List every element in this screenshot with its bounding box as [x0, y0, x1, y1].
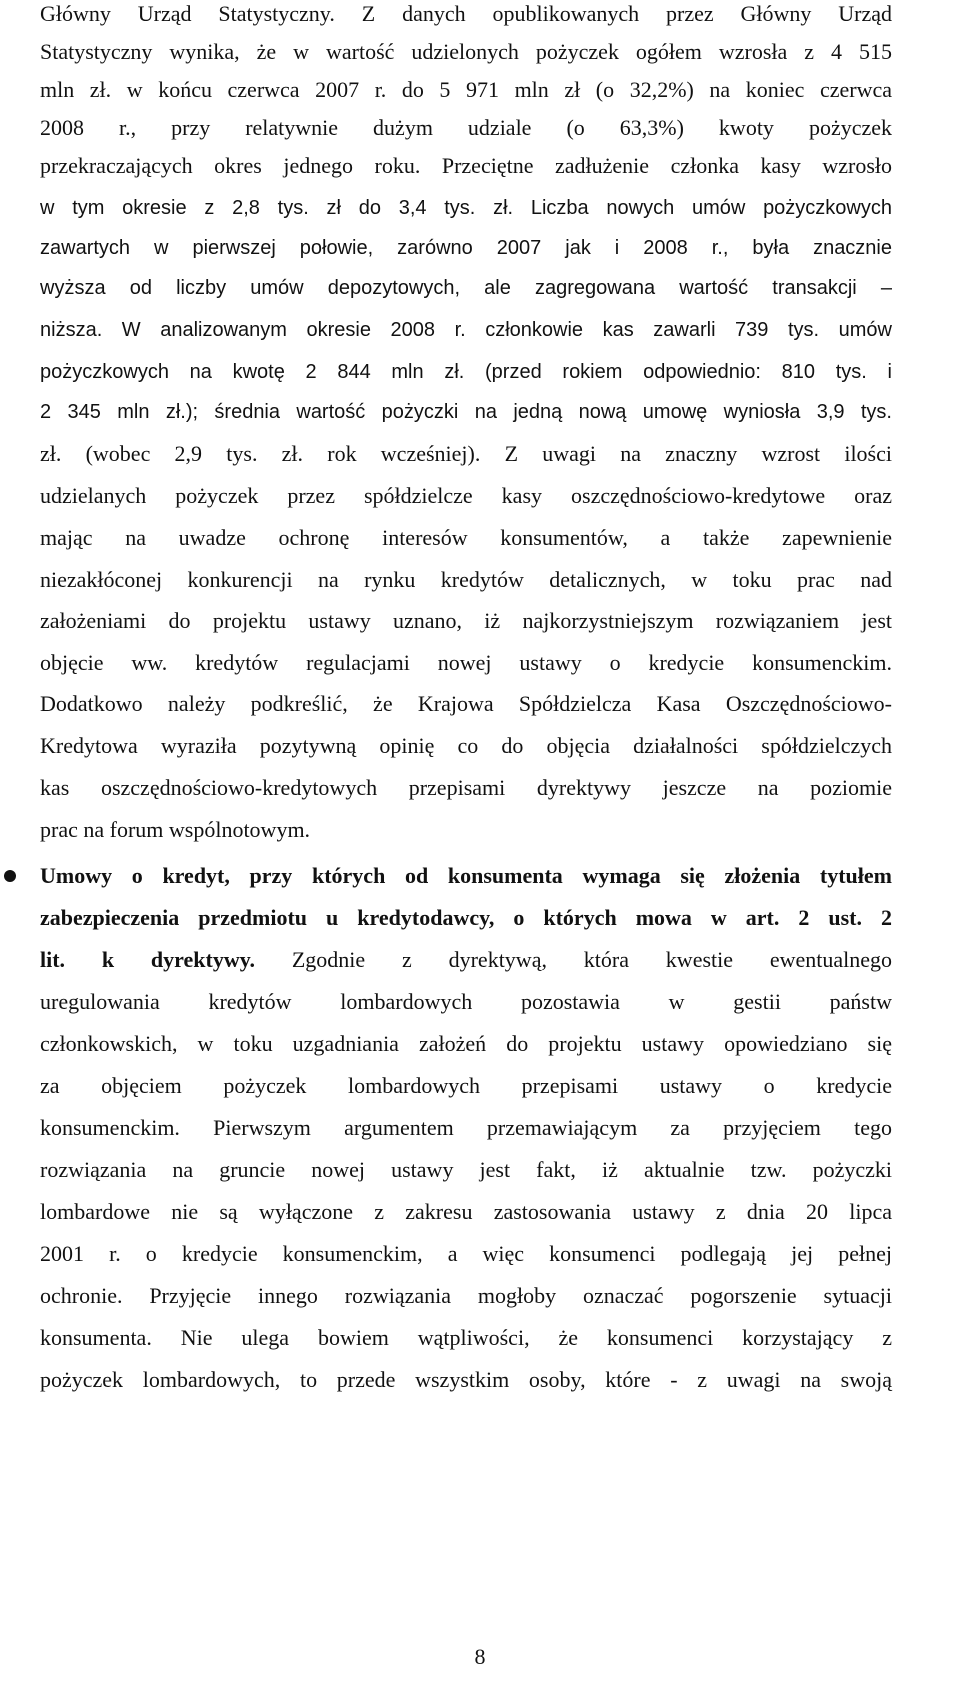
text-line: konsumenta. Nie ulega bowiem wątpliwości, że konsumenci korzystający z [40, 1325, 892, 1350]
text-line: kas oszczędnościowo-kredytowych przepisami dyrektywy jeszcze na poziomie [40, 775, 892, 800]
text-line: założeniami do projektu ustawy uznano, iż najkorzystniejszym rozwiązaniem jest [40, 608, 892, 633]
text-line: za objęciem pożyczek lombardowych przepisami ustawy o kredycie [40, 1073, 892, 1098]
text-line: konsumenckim. Pierwszym argumentem przemawiającym za przyjęciem tego [40, 1115, 892, 1140]
regular-text: Zgodnie z dyrektywą, która kwestie ewentualnego [255, 947, 893, 972]
text-line: niższa. W analizowanym okresie 2008 r. członkowie kas zawarli 739 tys. umów [40, 319, 892, 341]
text-line: pożyczkowych na kwotę 2 844 mln zł. (przed rokiem odpowiednio: 810 tys. i [40, 361, 892, 383]
text-line: przekraczających okres jednego roku. Przeciętne zadłużenie członka kasy wzrosło [40, 153, 892, 178]
bullet-heading-line: Umowy o kredyt, przy których od konsumenta wymaga się złożenia tytułem [40, 863, 892, 888]
text-line: zawartych w pierwszej połowie, zarówno 2007 jak i 2008 r., była znacznie [40, 237, 892, 259]
text-line: udzielanych pożyczek przez spółdzielcze kasy oszczędnościowo-kredytowe oraz [40, 483, 892, 508]
bullet-heading-line: zabezpieczenia przedmiotu u kredytodawcy, o których mowa w art. 2 ust. 2 [40, 905, 892, 930]
text-line: mln zł. w końcu czerwca 2007 r. do 5 971 mln zł (o 32,2%) na koniec czerwca [40, 77, 892, 102]
text-line: Dodatkowo należy podkreślić, że Krajowa Spółdzielcza Kasa Oszczędnościowo- [40, 691, 892, 716]
text-line: 2 345 mln zł.); średnia wartość pożyczki na jedną nową umowę wyniosła 3,9 tys. [40, 401, 892, 423]
text-line: 2008 r., przy relatywnie dużym udziale (o 63,3%) kwoty pożyczek [40, 115, 892, 140]
text-line: wyższa od liczby umów depozytowych, ale zagregowana wartość transakcji – [40, 277, 892, 299]
text-line: 2001 r. o kredycie konsumenckim, a więc konsumenci podlegają jej pełnej [40, 1241, 892, 1266]
text-line: ochronie. Przyjęcie innego rozwiązania mogłoby oznaczać pogorszenie sytuacji [40, 1283, 892, 1308]
text-line: członkowskich, w toku uzgadniania założeń do projektu ustawy opowiedziano się [40, 1031, 892, 1056]
bullet-icon [4, 870, 16, 882]
text-line: Główny Urząd Statystyczny. Z danych opublikowanych przez Główny Urząd [40, 1, 892, 26]
text-line: w tym okresie z 2,8 tys. zł do 3,4 tys. zł. Liczba nowych umów pożyczkowych [40, 197, 892, 219]
mixed-line [40, 942, 892, 978]
text-line: lombardowe nie są wyłączone z zakresu zastosowania ustawy z dnia 20 lipca [40, 1199, 892, 1224]
text-line: zł. (wobec 2,9 tys. zł. rok wcześniej). Z uwagi na znaczny wzrost ilości [40, 441, 892, 466]
page-number: 8 [474, 1644, 486, 1669]
text-line: prac na forum wspólnotowym. [40, 817, 311, 842]
text-line: objęcie ww. kredytów regulacjami nowej ustawy o kredycie konsumenckim. [40, 650, 892, 675]
text-line: pożyczek lombardowych, to przede wszystkim osoby, które - z uwagi na swoją [40, 1367, 892, 1392]
text-line: uregulowania kredytów lombardowych pozostawia w gestii państw [40, 989, 892, 1014]
text-line: rozwiązania na gruncie nowej ustawy jest fakt, iż aktualnie tzw. pożyczki [40, 1157, 892, 1182]
text-line: Kredytowa wyraziła pozytywną opinię co do objęcia działalności spółdzielczych [40, 733, 892, 758]
document-page [40, 0, 892, 1686]
bold-heading-end: lit. k dyrektywy. [40, 947, 256, 972]
text-line: mając na uwadze ochronę interesów konsumentów, a także zapewnienie [40, 525, 892, 550]
text-line: niezakłóconej konkurencji na rynku kredytów detalicznych, w toku prac nad [40, 567, 892, 592]
text-line: Statystyczny wynika, że w wartość udzielonych pożyczek ogółem wzrosła z 4 515 [40, 39, 892, 64]
